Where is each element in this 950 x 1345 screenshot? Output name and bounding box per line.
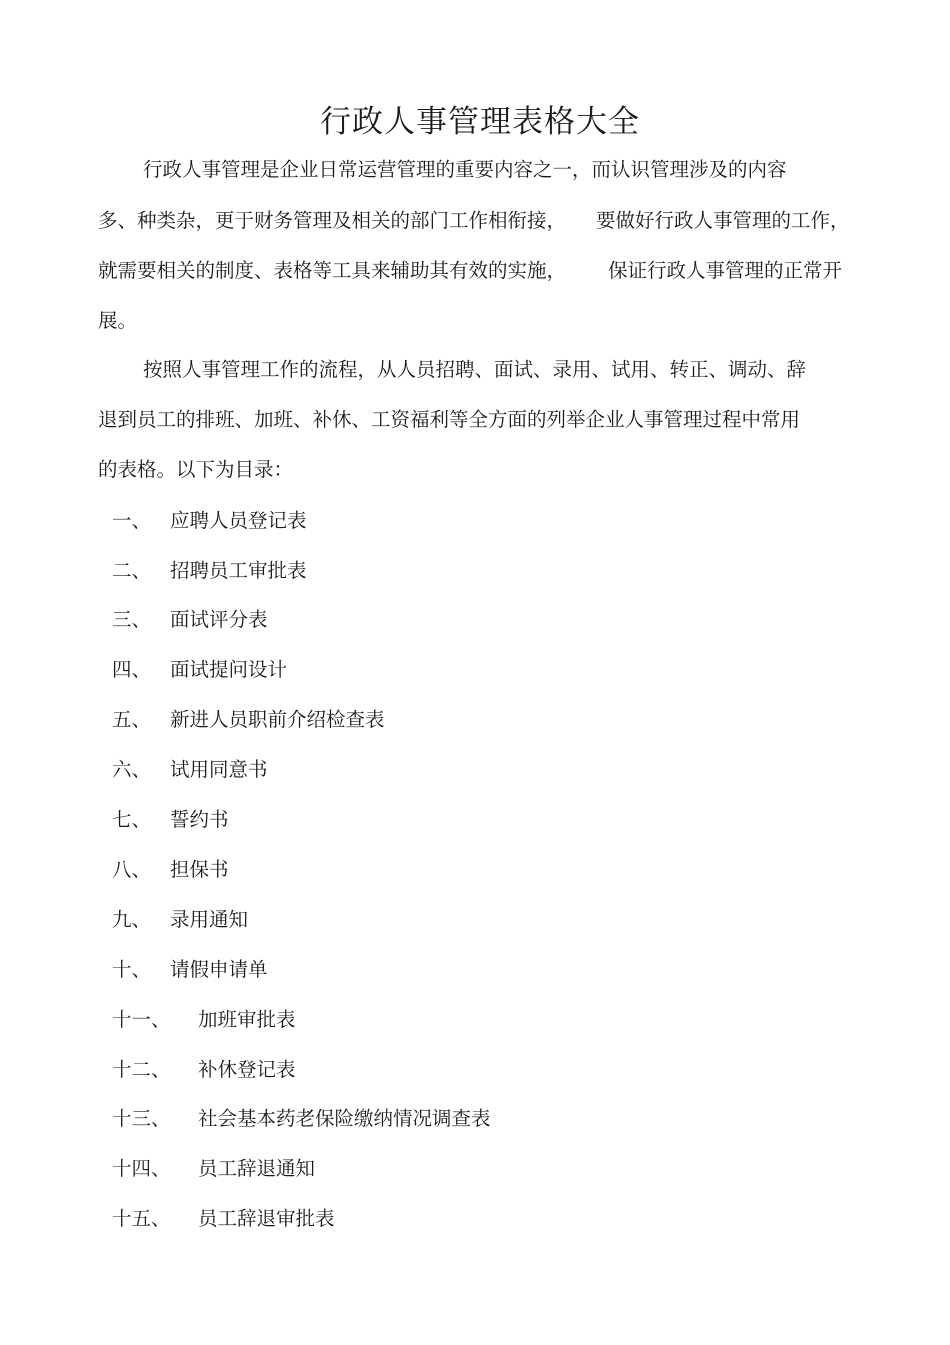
toc-number: 四、 — [112, 658, 152, 681]
intro-paragraph-line-4: 展。 — [98, 309, 138, 332]
toc-number: 九、 — [112, 908, 152, 931]
toc-number: 七、 — [112, 808, 152, 831]
toc-title: 加班审批表 — [198, 1008, 296, 1031]
toc-title: 誓约书 — [170, 808, 229, 831]
flow-paragraph-line-2: 退到员工的排班、加班、补休、工资福利等全方面的列举企业人事管理过程中常用 — [98, 408, 801, 431]
toc-number: 二、 — [112, 559, 152, 582]
toc-title: 担保书 — [170, 858, 229, 881]
toc-title: 补休登记表 — [198, 1058, 296, 1081]
toc-number: 十四、 — [112, 1157, 171, 1180]
intro-paragraph-line-1: 行政人事管理是企业日常运营管理的重要内容之一，而认识管理涉及的内容 — [143, 158, 787, 181]
toc-number: 六、 — [112, 758, 152, 781]
toc-title: 请假申请单 — [170, 958, 268, 981]
toc-title: 员工辞退审批表 — [198, 1207, 335, 1230]
intro-paragraph-line-3 — [98, 256, 842, 286]
toc-number: 十五、 — [112, 1207, 171, 1230]
intro-line-3-part-b: 保证行政人事管理的正常开 — [608, 259, 843, 282]
intro-line-3-part-a: 就需要相关的制度、表格等工具来辅助其有效的实施， — [98, 259, 567, 282]
intro-paragraph-line-2 — [98, 206, 850, 236]
toc-title: 员工辞退通知 — [198, 1157, 316, 1180]
flow-paragraph-line-3: 的表格。以下为目录： — [98, 458, 294, 481]
toc-number: 十三、 — [112, 1107, 171, 1130]
toc-title: 面试评分表 — [170, 608, 268, 631]
document-title: 行政人事管理表格大全 — [320, 104, 640, 140]
toc-title: 新进人员职前介绍检查表 — [170, 708, 385, 731]
toc-title: 录用通知 — [170, 908, 249, 931]
toc-number: 八、 — [112, 858, 152, 881]
toc-title: 试用同意书 — [170, 758, 268, 781]
toc-number: 一、 — [112, 509, 152, 532]
toc-number: 十一、 — [112, 1008, 171, 1031]
toc-title: 面试提问设计 — [170, 658, 288, 681]
toc-title: 应聘人员登记表 — [170, 509, 307, 532]
flow-paragraph-line-1: 按照人事管理工作的流程，从人员招聘、面试、录用、试用、转正、调动、辞 — [143, 358, 807, 381]
intro-line-2-part-a: 多、种类杂，更于财务管理及相关的部门工作相衔接， — [98, 209, 567, 232]
toc-title: 社会基本药老保险缴纳情况调查表 — [198, 1107, 491, 1130]
toc-number: 十、 — [112, 958, 152, 981]
toc-number: 五、 — [112, 708, 152, 731]
intro-line-2-part-b: 要做好行政人事管理的工作， — [596, 209, 850, 232]
toc-number: 三、 — [112, 608, 152, 631]
toc-title: 招聘员工审批表 — [170, 559, 307, 582]
toc-number: 十二、 — [112, 1058, 171, 1081]
